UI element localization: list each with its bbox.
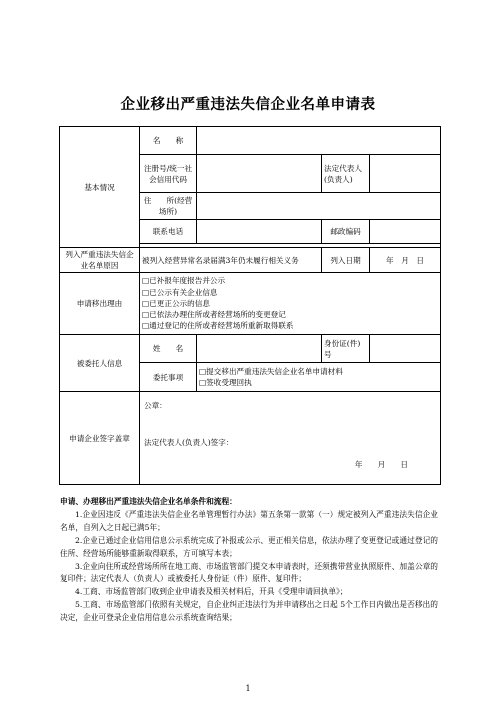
agent-name-field[interactable] <box>197 335 322 363</box>
id-field[interactable] <box>370 335 441 363</box>
phone-field[interactable] <box>197 220 322 244</box>
name-label: 名 称 <box>140 127 197 155</box>
listed-date-label: 列入日期 <box>322 248 370 273</box>
id-label: 身份证(件)号 <box>322 335 370 363</box>
reason-checkbox-4[interactable]: □已依法办理住所或者经营场所的变更登记 <box>142 310 286 320</box>
apply-reasons-list <box>140 273 441 335</box>
instruction-item-5: 5.工商、市场监管部门依照有关规定，自企业纠正违法行为并申请移出之日起 5个工作日内做出是否移出的决定，企业可登录企业信用信息公示系统查询结果； <box>60 600 438 623</box>
legal-sign-label: 法定代表人(负责人)签字： <box>144 438 234 447</box>
listed-date-value[interactable]: 年 月 日 <box>370 248 441 273</box>
listed-reason-text: 被列入经营异常名录届满3年仍未履行相关义务 <box>140 248 322 273</box>
matters-list <box>197 363 441 392</box>
agent-info-label: 被委托人信息 <box>60 335 140 392</box>
reason-checkbox-5[interactable]: □通过登记的住所或者经营场所重新取得联系 <box>142 321 294 331</box>
instruction-item-4: 4.工商、市场监管部门收到企业申请表及相关材料后，开具《受理申请回执单》； <box>75 587 348 597</box>
apply-reason-label: 申请移出理由 <box>60 273 140 335</box>
page-title: 企业移出严重违法失信企业名单申请表 <box>120 97 376 113</box>
matter-checkbox-2[interactable]: □签收受理回执 <box>199 378 252 387</box>
reason-checkbox-2[interactable]: □已公示有关企业信息 <box>142 287 218 297</box>
reason-checkbox-1[interactable]: □已补报年度报告并公示 <box>142 276 226 286</box>
legal-rep-label: 法定代表人(负责人) <box>322 155 370 193</box>
instructions-section <box>60 496 438 625</box>
instruction-item-2: 2.企业已通过企业信用信息公示系统完成了补报或公示、更正相关信息，依法办理了变更登记或通过登记的住所、经营场所能够重新取得联系，方可填写本表； <box>60 535 438 558</box>
postcode-label: 邮政编码 <box>322 220 370 244</box>
instruction-item-1: 1.企业因违反《严重违法失信企业名单管理暂行办法》第五条第一款第（一）规定被列入严重违法失信企业名单，自列入之日起已满5年； <box>60 509 438 532</box>
address-label: 住 所(经营场所) <box>140 193 197 220</box>
reason-checkbox-3[interactable]: □已更正公示的信息 <box>142 298 210 308</box>
matter-checkbox-1[interactable]: □提交移出严重违法失信企业名单申请材料 <box>199 366 343 376</box>
signature-area[interactable] <box>140 392 441 485</box>
listed-reason-label: 列入严重违法失信企业名单原因 <box>60 248 140 273</box>
instruction-item-3: 3.企业向住所或经营场所所在地工商、市场监管部门提交本申请表时，还须携带营业执照原件、加盖公章的复印件；法定代表人（负责人）或被委托人身份证（件）原件、复印件； <box>60 561 438 584</box>
phone-label: 联系电话 <box>140 220 197 244</box>
application-form-table <box>59 126 441 485</box>
page-number: 1 <box>245 684 251 693</box>
reg-no-field[interactable] <box>197 155 322 193</box>
seal-label: 公章： <box>144 401 167 410</box>
matters-label: 委托事项 <box>140 363 197 392</box>
instructions-heading: 申请、办理移出严重违法失信企业名单条件和流程： <box>60 497 237 506</box>
postcode-field[interactable] <box>370 220 441 244</box>
name-field[interactable] <box>197 127 441 155</box>
sign-date: 年 月 日 <box>354 460 408 469</box>
legal-rep-field[interactable] <box>370 155 441 193</box>
address-field[interactable] <box>197 193 441 220</box>
reg-no-label: 注册号/统一社会信用代码 <box>140 155 197 193</box>
agent-name-label: 姓 名 <box>140 335 197 363</box>
basic-info-label: 基本情况 <box>60 127 140 248</box>
sign-label: 申请企业签字盖章 <box>60 392 140 485</box>
